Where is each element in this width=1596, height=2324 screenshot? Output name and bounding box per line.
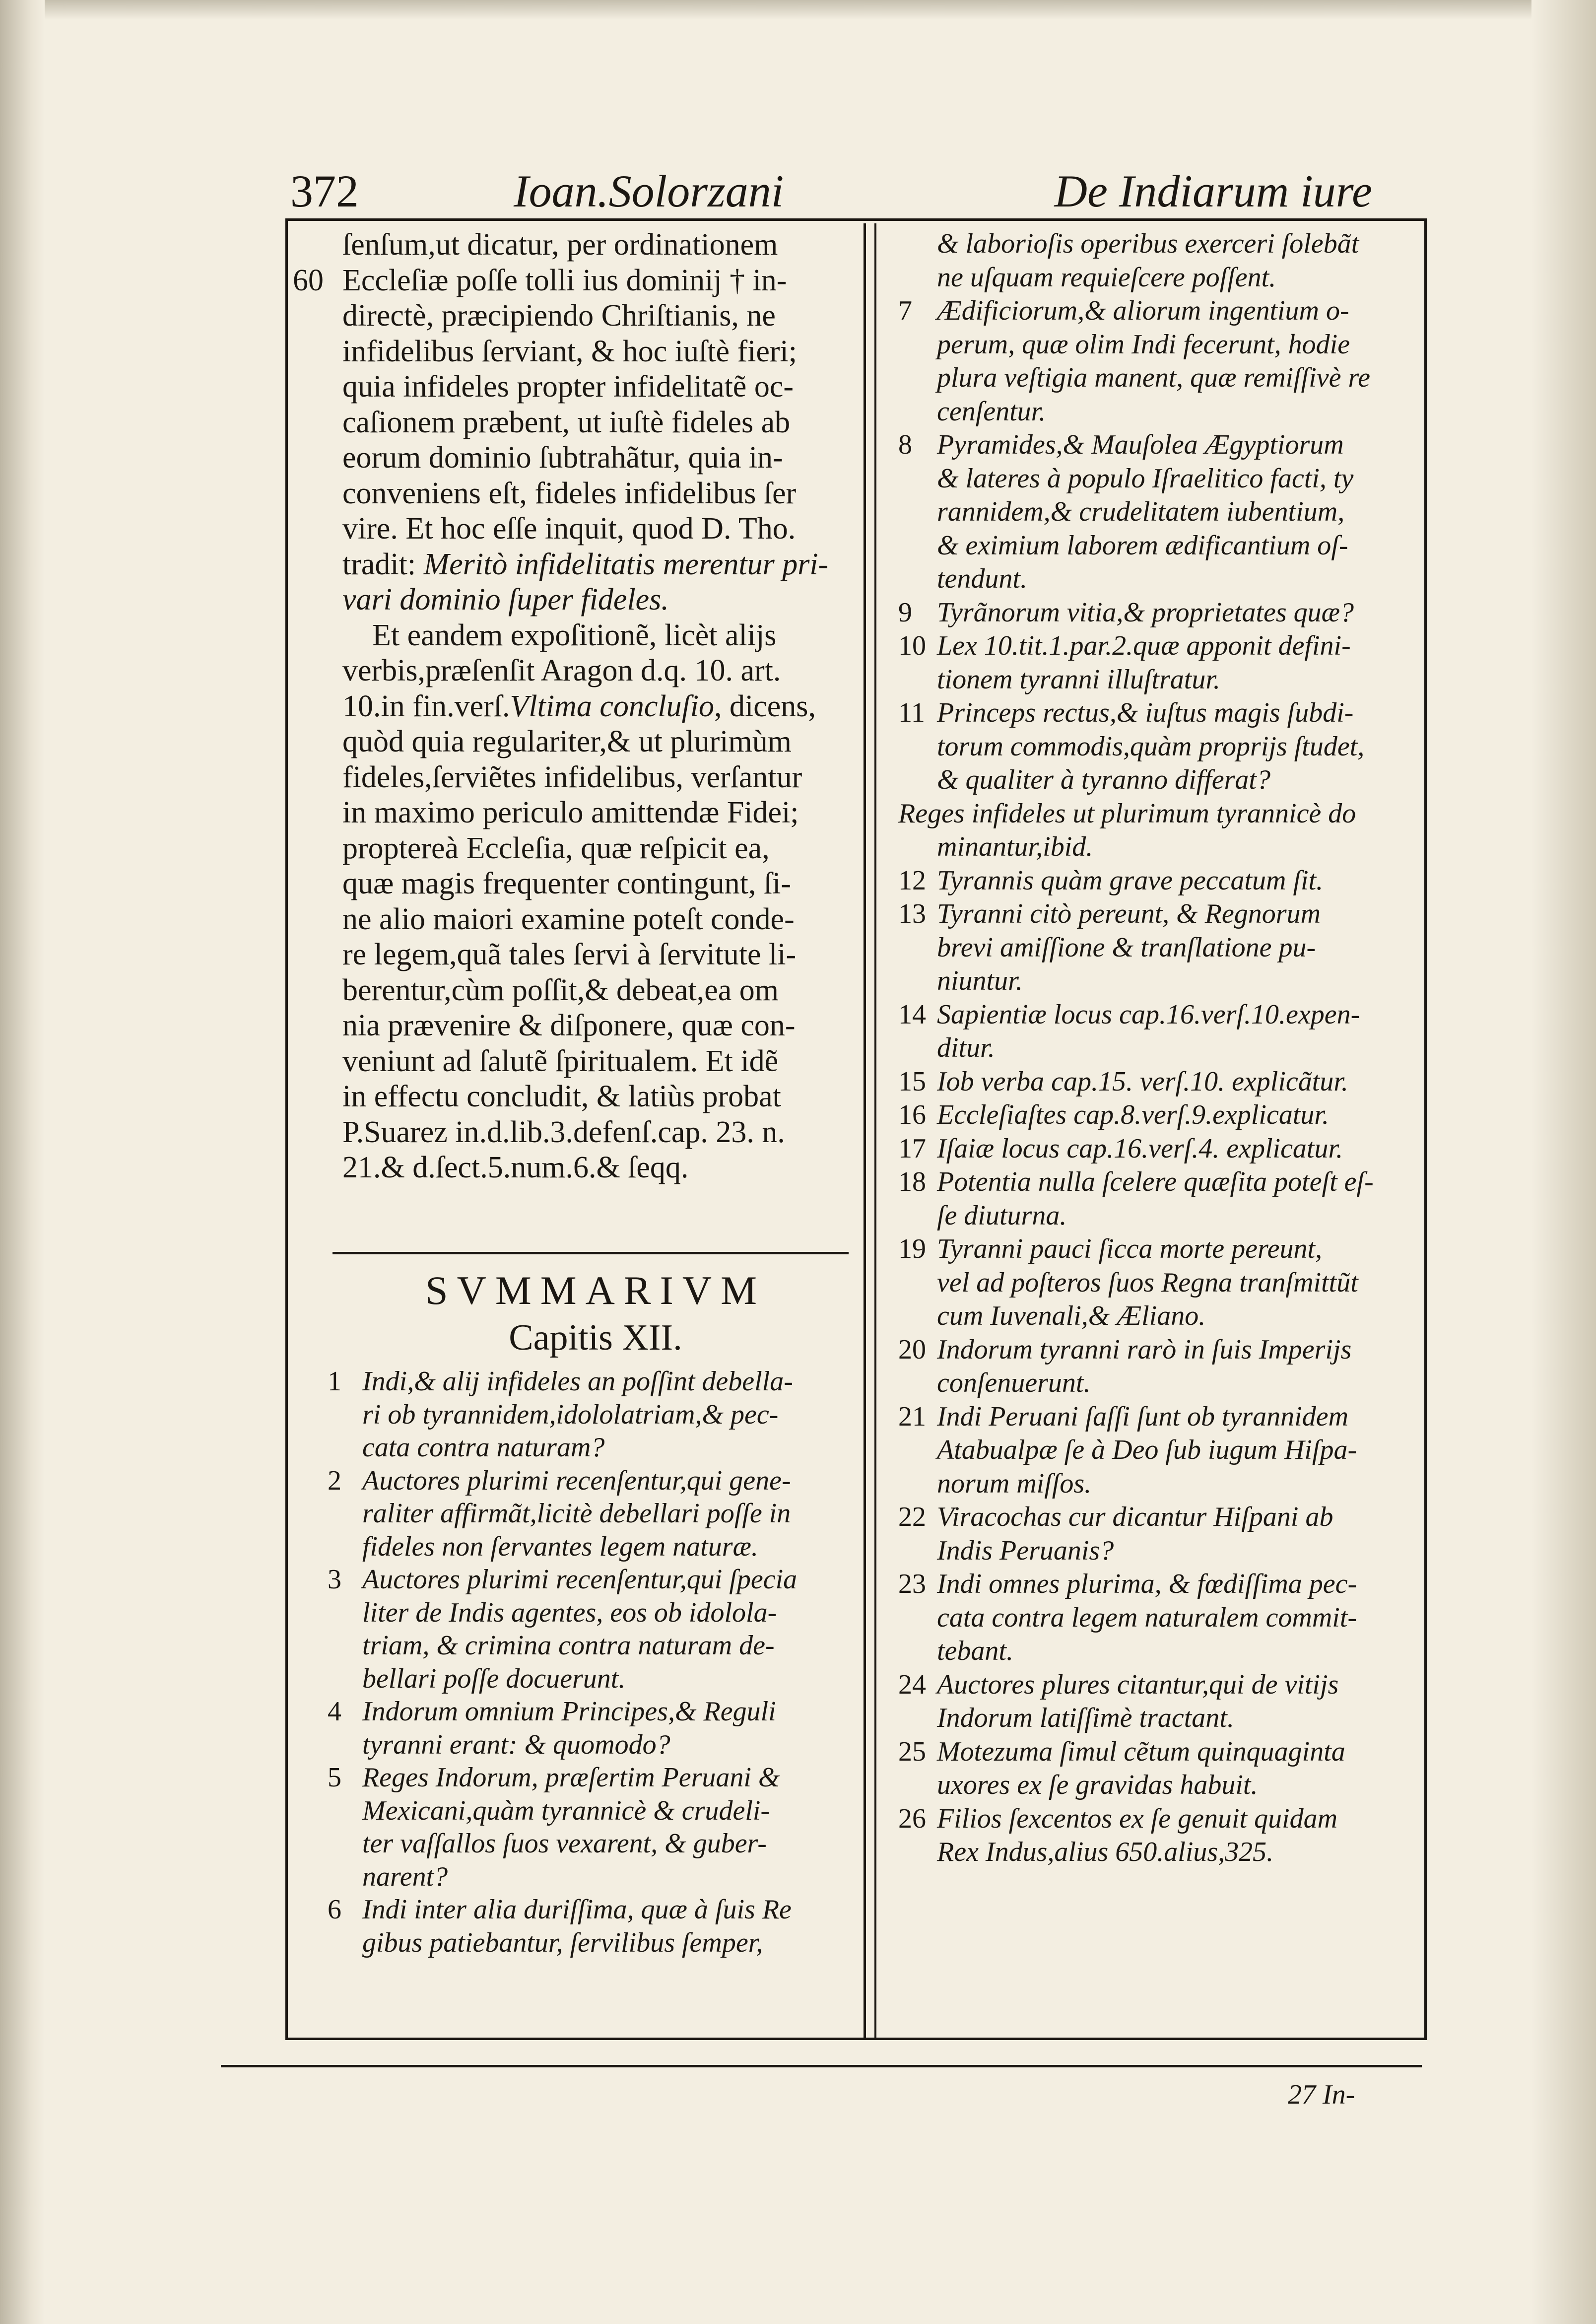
summary-item-number: 22 [898, 1502, 926, 1532]
page-top-edge [0, 0, 1596, 20]
summary-item-line: Motezuma ſimul cẽtum quinquaginta [937, 1736, 1345, 1767]
summary-item-number: 21 [898, 1401, 926, 1432]
summary-item [898, 897, 1424, 998]
summary-item-line: Tyranni citò pereunt, & Regnorum [937, 898, 1321, 929]
summary-item [898, 696, 1424, 797]
text-line: directè, præcipiendo Chriſtianis, ne [342, 299, 776, 333]
summary-item-line: torum commodis,quàm proprijs ſtudet, [937, 731, 1365, 762]
text-line: P.Suarez in.d.lib.3.defenſ.cap. 23. n. [342, 1115, 785, 1149]
summary-item [898, 1132, 1424, 1166]
summary-item-line: bellari poſſe docuerunt. [362, 1663, 626, 1694]
text-line: Eccleſiæ poſſe tolli ius dominij † in- [342, 263, 787, 297]
summary-item-line: ditur. [937, 1032, 995, 1063]
summary-item-number: 8 [898, 429, 912, 460]
text-line: caſionem præbent, ut iuſtè fideles ab [342, 405, 791, 439]
summary-item-line: Indi inter alia duriſſima, quæ à ſuis Re [362, 1894, 792, 1925]
text-line: nia prævenire & diſponere, quæ con- [342, 1009, 796, 1042]
catchword: 27 In- [1288, 2079, 1355, 2110]
summary-item-line: ter vaſſallos ſuos vexarent, & guber- [362, 1828, 767, 1859]
summary-item-number: 14 [898, 999, 926, 1030]
summary-item [898, 1668, 1424, 1735]
text-line: infidelibus ſerviant, & hoc iuſtè fieri; [342, 334, 797, 368]
summary-list [328, 1365, 854, 1959]
running-author: Ioan.Solorzani [514, 166, 784, 216]
summary-item-line: minantur,ibid. [937, 831, 1093, 862]
summary-item-number: 10 [898, 630, 926, 661]
summary-item-line: uxores ex ſe gravidas habuit. [937, 1770, 1258, 1800]
text-line: ne alio maiori examine poteſt conde- [342, 902, 795, 936]
summary-item-line: liter de Indis agentes, eos ob idolola- [362, 1597, 777, 1628]
summary-item-line: Auctores plurimi recenſentur,qui ſpecia [362, 1564, 798, 1595]
summary-item [898, 1802, 1424, 1869]
text-line: re legem,quã tales ſervi à ſervitute li- [342, 938, 797, 971]
left-column-text [342, 227, 839, 1186]
summary-item [898, 629, 1424, 696]
summary-item-line: Iob verba cap.15. verſ.10. explicãtur. [937, 1066, 1348, 1097]
column-divider [864, 223, 866, 2040]
summary-item-number: 3 [328, 1564, 341, 1595]
text-line: vire. Et hoc eſſe inquit, quod D. Tho. [342, 512, 796, 546]
summary-item-line: cum Iuvenali,& Æliano. [937, 1300, 1206, 1331]
text-line: in maximo periculo amittendæ Fidei; [342, 796, 799, 829]
summary-item-line: perum, quæ olim Indi fecerunt, hodie [937, 329, 1350, 360]
summary-item [898, 294, 1424, 428]
footer-rule [221, 2065, 1422, 2067]
summary-item-line: vel ad poſteros ſuos Regna tranſmittũt [937, 1267, 1358, 1298]
summary-item-line: Ædificiorum,& aliorum ingentium o- [937, 295, 1349, 326]
summary-item-line: rannidem,& crudelitatem iubentium, [937, 496, 1345, 527]
running-header [285, 164, 1432, 218]
summary-item-line: Indorum latiſſimè tractant. [937, 1703, 1234, 1733]
summary-item-line: Iſaiæ locus cap.16.verſ.4. explicatur. [937, 1133, 1343, 1164]
page-edge-shadow [1531, 0, 1596, 2324]
summary-item-line: cata contra legem naturalem commit- [937, 1602, 1357, 1633]
summary-item-number: 7 [898, 295, 912, 326]
text-line: eorum dominio ſubtrahãtur, quia in- [342, 441, 783, 475]
summary-item-line: Tyrãnorum vitia,& proprietates quæ? [937, 597, 1354, 628]
summary-item-line: Rex Indus,alius 650.alius,325. [937, 1837, 1274, 1867]
summary-item-line: Viracochas cur dicantur Hiſpani ab [937, 1502, 1333, 1532]
text-line: conveniens eſt, fideles infidelibus ſer [342, 476, 797, 510]
summary-item-number: 2 [328, 1465, 341, 1496]
summary-item-line: & qualiter à tyranno differat? [937, 764, 1270, 795]
summary-item-number: 26 [898, 1803, 926, 1834]
summary-item-number: 20 [898, 1334, 926, 1365]
summary-item [898, 1065, 1424, 1099]
summary-item-line: cenſentur. [937, 396, 1046, 427]
text-line: verbis,præſenſit Aragon d.q. 10. art. [342, 654, 781, 687]
summary-item [898, 1568, 1424, 1668]
summary-item-line: Filios ſexcentos ex ſe genuit quidam [937, 1803, 1338, 1834]
summary-item-line: conſenuerunt. [937, 1367, 1091, 1398]
summary-item-line: Tyranni pauci ſicca morte pereunt, [937, 1233, 1323, 1264]
text-line: proptereà Eccleſia, quæ reſpicit ea, [342, 831, 770, 865]
summary-item-line: gibus patiebantur, ſervilibus ſemper, [362, 1927, 763, 1958]
summary-item-line: Potentia nulla ſcelere quæſita poteſt eſ- [937, 1166, 1374, 1197]
summary-heading [342, 1266, 849, 1360]
summary-item-number: 18 [898, 1166, 926, 1197]
summary-item-number: 6 [328, 1894, 341, 1925]
summary-item-line: ne uſquam requieſcere poſſent. [937, 262, 1276, 293]
summary-item [898, 1098, 1424, 1132]
summary-item-line: Indi Peruani ſaſſi ſunt ob tyrannidem [937, 1401, 1349, 1432]
summary-item-line: tionem tyranni illuſtratur. [937, 664, 1220, 695]
summary-item [898, 1735, 1424, 1802]
summary-item-line: Indi omnes plurima, & fœdiſſima pec- [937, 1569, 1357, 1599]
summary-item-line: & lateres à populo Iſraelitico facti, ty [937, 463, 1354, 494]
summary-item-line: fideles non ſervantes legem naturæ. [362, 1531, 758, 1562]
text-line: quæ magis frequenter contingunt, ſi- [342, 867, 791, 900]
text-line: veniunt ad ſalutẽ ſpiritualem. Et idẽ [342, 1044, 779, 1078]
summary-item-number: 9 [898, 597, 912, 628]
summary-item-line: Atabualpæ ſe à Deo ſub iugum Hiſpa- [937, 1435, 1357, 1465]
summary-item-line: Eccleſiaſtes cap.8.verſ.9.explicatur. [937, 1099, 1329, 1130]
summary-item-line: Reges infideles ut plurimum tyrannicè do [898, 798, 1356, 829]
text-line: ſenſum,ut dicatur, per ordinationem [342, 228, 778, 262]
summary-item [328, 1695, 854, 1761]
summary-item-number: 24 [898, 1669, 926, 1700]
summary-item-line: Auctores plurimi recenſentur,qui gene- [362, 1465, 791, 1496]
summary-item-number: 15 [898, 1066, 926, 1097]
summary-item-line: Indorum tyranni rarò in ſuis Imperijs [937, 1334, 1352, 1365]
summary-item [898, 428, 1424, 596]
summary-item [328, 1464, 854, 1564]
summary-item [328, 1893, 854, 1959]
text-line: quòd quia regulariter,& ut plurimùm [342, 725, 792, 758]
summary-item [328, 1365, 854, 1464]
summary-item-number: 16 [898, 1099, 926, 1130]
page-gutter [0, 0, 45, 2324]
summary-item-line: & laborioſis operibus exerceri ſolebãt [937, 228, 1359, 259]
summary-item-line: Lex 10.tit.1.par.2.quæ apponit defini- [937, 630, 1351, 661]
summary-item-number: 1 [328, 1366, 341, 1397]
text-line: quia infideles propter infidelitatẽ oc- [342, 370, 794, 404]
text-line: vari dominio ſuper fideles. [342, 583, 669, 616]
summary-item-line: niuntur. [937, 965, 1023, 996]
section-rule [332, 1252, 849, 1254]
summary-item [898, 1165, 1424, 1232]
summary-item-line: ri ob tyrannidem,idololatriam,& pec- [362, 1399, 779, 1430]
summary-item-line: Sapientiæ locus cap.16.verſ.10.expen- [937, 999, 1360, 1030]
right-column-summary-list [898, 227, 1424, 1869]
text-line: Et eandem expoſitionẽ, licèt alijs [372, 618, 777, 652]
summary-item [898, 1333, 1424, 1400]
summary-item-number: 5 [328, 1762, 341, 1793]
page-number: 372 [290, 166, 359, 216]
summary-item-number: 19 [898, 1233, 926, 1264]
summary-item-line: Indorum omnium Principes,& Reguli [362, 1696, 776, 1727]
summary-item-line: & eximium laborem ædificantium oſ- [937, 530, 1348, 561]
text-line: 21.& d.ſect.5.num.6.& ſeqq. [342, 1151, 689, 1184]
summary-item-line: Reges Indorum, præſertim Peruani & [362, 1762, 780, 1793]
summary-item-number: 25 [898, 1736, 926, 1767]
summary-item-number: 4 [328, 1696, 341, 1727]
text-line: in effectu concludit, & latiùs probat [342, 1080, 781, 1113]
summary-item-line: Indis Peruanis? [937, 1535, 1114, 1566]
summary-item-line: tyranni erant: & quomodo? [362, 1729, 670, 1760]
text-line: 10.in fin.verſ.Vltima concluſio, dicens, [342, 689, 816, 723]
text-line: tradit: Meritò infidelitatis merentur pri- [342, 547, 829, 581]
summary-item-line: Mexicani,quàm tyrannicè & crudeli- [362, 1795, 770, 1826]
summary-item-line: brevi amiſſione & tranſlatione pu- [937, 932, 1316, 963]
summary-item [328, 1761, 854, 1893]
summary-item-number: 23 [898, 1569, 926, 1599]
summary-item [898, 1400, 1424, 1501]
summary-item-number: 13 [898, 898, 926, 929]
summary-item-line: Auctores plures citantur,qui de vitijs [937, 1669, 1339, 1700]
summary-item-line: Princeps rectus,& iuſtus magis ſubdi- [937, 697, 1354, 728]
summary-item-line: Tyrannis quàm grave peccatum ſit. [937, 865, 1324, 896]
summary-subtitle: Capitis XII. [509, 1317, 682, 1358]
summary-item-line: tebant. [937, 1636, 1013, 1666]
summary-item [898, 1501, 1424, 1568]
summary-item-line: ſe diuturna. [937, 1200, 1067, 1231]
summary-item-line: norum miſſos. [937, 1468, 1092, 1499]
text-line: fideles,ſerviẽtes infidelibus, verſantur [342, 760, 802, 794]
summary-item-line: plura veſtigia manent, quæ remiſſivè re [937, 362, 1371, 393]
summary-title: SVMMARIVM [425, 1268, 766, 1313]
summary-item [898, 1232, 1424, 1333]
summary-item-line: Indi,& alij infideles an poſſint debella- [362, 1366, 793, 1397]
margin-number: 60 [293, 264, 324, 297]
summary-item [898, 998, 1424, 1065]
running-title: De Indiarum iure [1054, 166, 1372, 216]
summary-item-number: 17 [898, 1133, 926, 1164]
summary-item-number: 12 [898, 865, 926, 896]
summary-item [898, 864, 1424, 898]
summary-item-line: raliter affirmãt,licitè debellari poſſe in [362, 1498, 791, 1529]
column-divider-inner [874, 223, 876, 2040]
summary-item-line: tendunt. [937, 563, 1027, 594]
summary-item [898, 227, 1424, 294]
summary-item [328, 1563, 854, 1695]
summary-item [898, 596, 1424, 630]
text-line: berentur,cùm poſſit,& debeat,ea om [342, 973, 779, 1007]
summary-item-line: Pyramides,& Mauſolea Ægyptiorum [937, 429, 1344, 460]
summary-item-line: triam, & crimina contra naturam de- [362, 1630, 775, 1661]
summary-item-number: 11 [898, 697, 925, 728]
summary-item [898, 797, 1424, 864]
summary-item-line: cata contra naturam? [362, 1432, 605, 1463]
summary-item-line: narent? [362, 1861, 448, 1892]
